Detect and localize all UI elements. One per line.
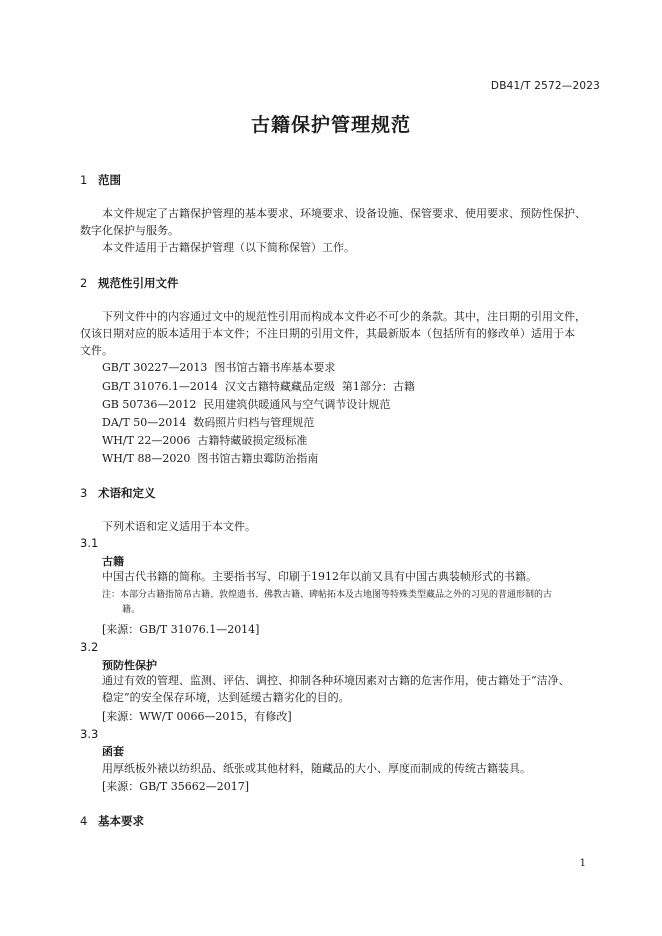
normative-reference: WH/T 22—2006 古籍特藏破损定级标准 <box>102 434 308 447</box>
term-note <box>102 588 602 618</box>
term-number: 3.2 <box>80 640 99 654</box>
term-definition: 用厚纸板外裱以纺织品、纸张或其他材料，随藏品的大小、厚度而制成的传统古籍装具。 <box>102 762 531 775</box>
standard-code: DB41/T 2572—2023 <box>490 80 600 92</box>
document-title: 古籍保护管理规范 <box>250 114 411 136</box>
section-title: 范围 <box>98 173 121 187</box>
text-line: 通过有效的管理、监测、评估、调控、抑制各种环境因素对古籍的危害作用，使古籍处于“洁净、 <box>102 674 570 687</box>
term-source: [来源：GB/T 31076.1—2014] <box>102 623 260 636</box>
section-1-paragraph-1 <box>80 205 602 239</box>
text-line: 稳定”的安全保存环境，达到延缓古籍劣化的目的。 <box>102 691 350 704</box>
text-line: 注：本部分古籍指简帛古籍、敦煌遗书、佛教古籍、碑帖拓本及古地图等特殊类型藏品之外的习见的普通形制的古 <box>102 590 553 600</box>
term-name: 预防性保护 <box>102 659 157 672</box>
section-number: 1 <box>80 173 88 187</box>
section-1-paragraph-2: 本文件适用于古籍保护管理（以下简称保管）工作。 <box>102 241 355 254</box>
section-title: 术语和定义 <box>98 486 156 500</box>
text-line: 仅该日期对应的版本适用于本文件；不注日期的引用文件，其最新版本（包括所有的修改单）适用于本 <box>80 327 575 340</box>
term-name: 古籍 <box>102 555 124 568</box>
text-line: 本文件规定了古籍保护管理的基本要求、环境要求、设备设施、保管要求、使用要求、预防性保护、 <box>102 207 586 220</box>
normative-reference: GB/T 31076.1—2014 汉文古籍特藏藏品定级 第1部分：古籍 <box>102 380 415 393</box>
section-title: 规范性引用文件 <box>98 276 179 290</box>
term-definition: 中国古代书籍的简称。主要指书写、印刷于1912年以前又具有中国古典装帧形式的书籍。 <box>102 570 537 583</box>
section-title: 基本要求 <box>98 814 144 828</box>
section-1-heading <box>80 172 121 188</box>
normative-reference: DA/T 50—2014 数码照片归档与管理规范 <box>102 416 315 429</box>
term-source: [来源：WW/T 0066—2015，有修改] <box>102 710 292 723</box>
section-number: 2 <box>80 276 88 290</box>
normative-reference: GB/T 30227—2013 图书馆古籍书库基本要求 <box>102 361 336 374</box>
term-definition <box>102 672 602 706</box>
section-3-intro: 下列术语和定义适用于本文件。 <box>102 520 256 533</box>
normative-reference: GB 50736—2012 民用建筑供暖通风与空气调节设计规范 <box>102 398 391 411</box>
section-number: 4 <box>80 814 88 828</box>
term-number: 3.3 <box>80 727 99 741</box>
section-3-heading <box>80 485 156 501</box>
term-number: 3.1 <box>80 536 99 550</box>
section-2-heading <box>80 275 179 291</box>
section-4-heading <box>80 813 144 829</box>
text-line: 数字化保护与服务。 <box>80 224 179 237</box>
normative-reference: WH/T 88—2020 图书馆古籍虫霉防治指南 <box>102 452 319 465</box>
text-line: 籍。 <box>122 605 141 615</box>
section-number: 3 <box>80 486 88 500</box>
page-number: 1 <box>579 858 586 869</box>
term-source: [来源：GB/T 35662—2017] <box>102 780 249 793</box>
text-line: 下列文件中的内容通过文中的规范性引用而构成本文件必不可少的条款。其中，注日期的引用文件， <box>102 310 586 323</box>
term-name: 函套 <box>102 745 124 758</box>
text-line: 文件。 <box>80 344 113 357</box>
section-2-paragraph <box>80 308 602 359</box>
